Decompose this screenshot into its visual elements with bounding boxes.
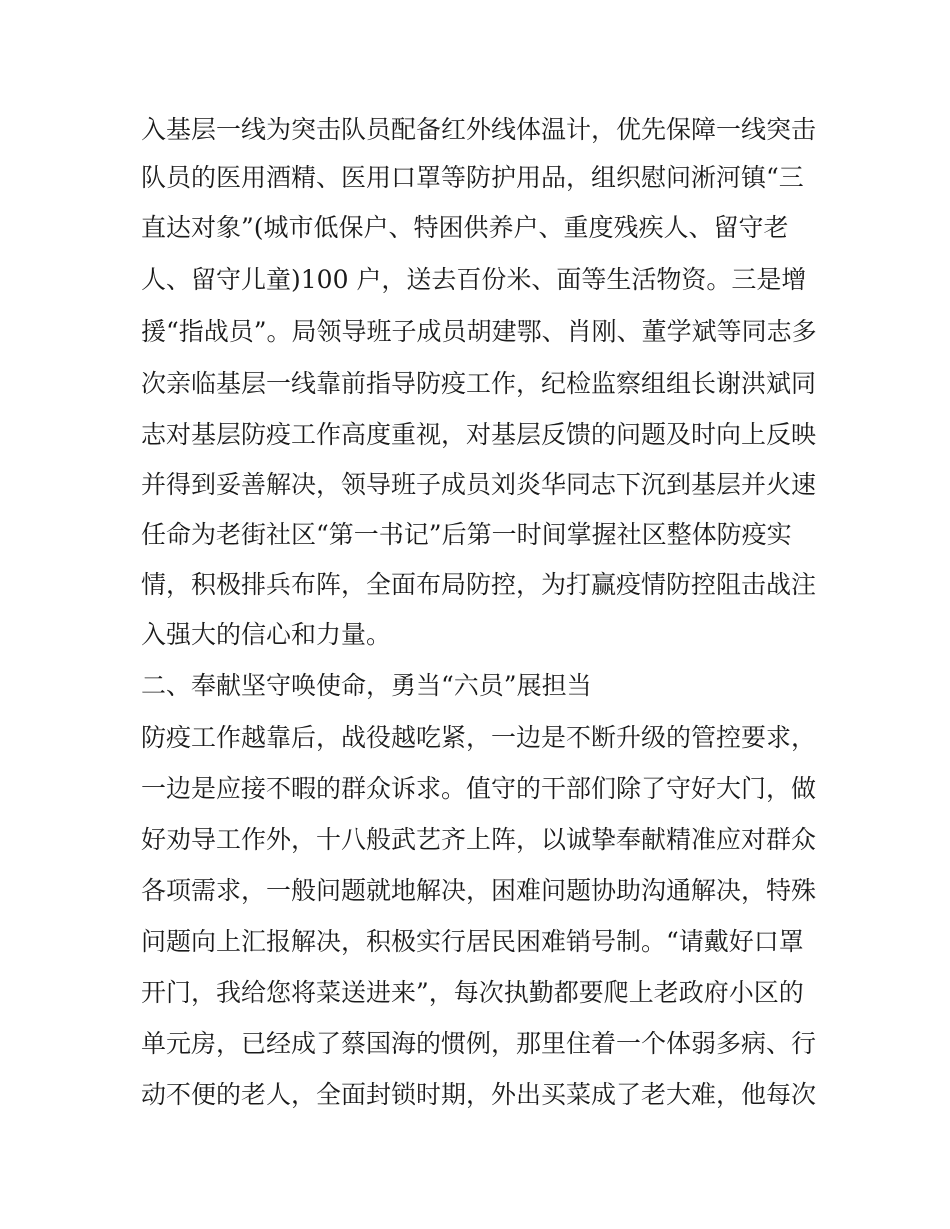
text-line: 防疫工作越靠后，战役越吃紧，一边是不断升级的管控要求，	[141, 723, 817, 752]
text-line: 情，积极排兵布阵，全面布局防控，为打赢疫情防控阻击战注	[141, 570, 817, 599]
text-line: 开门，我给您将菜送进来”，每次执勤都要爬上老政府小区的	[141, 978, 804, 1007]
text-line: 单元房，已经成了蔡国海的惯例，那里住着一个体弱多病、行	[141, 1029, 817, 1058]
text-line: 一边是应接不暇的群众诉求。值守的干部们除了守好大门，做	[141, 774, 817, 803]
text-line: 动不便的老人，全面封锁时期，外出买菜成了老大难，他每次	[141, 1080, 817, 1109]
text-line: 援“指战员”。局领导班子成员胡建鄂、肖刚、董学斌等同志多	[141, 317, 817, 346]
text-line: 好劝导工作外，十八般武艺齐上阵，以诚挚奉献精准应对群众	[141, 825, 817, 854]
text-line: 并得到妥善解决，领导班子成员刘炎华同志下沉到基层并火速	[141, 470, 817, 499]
text-line: 志对基层防疫工作高度重视，对基层反馈的问题及时向上反映	[141, 420, 817, 449]
text-line: 任命为老街社区“第一书记”后第一时间掌握社区整体防疫实	[141, 520, 792, 549]
text-line: 次亲临基层一线靠前指导防疫工作，纪检监察组组长谢洪斌同	[141, 369, 817, 398]
text-line: 入基层一线为突击队员配备红外线体温计，优先保障一线突击	[141, 115, 817, 144]
text-line: 人、留守儿童)100 户，送去百份米、面等生活物资。三是增	[141, 265, 807, 294]
text-line: 队员的医用酒精、医用口罩等防护用品，组织慰问淅河镇“三	[141, 163, 804, 192]
section-heading: 二、奉献坚守唤使命，勇当“六员”展担当	[141, 671, 592, 700]
text-line: 各项需求，一般问题就地解决，困难问题协助沟通解决，特殊	[141, 876, 817, 905]
text-line: 直达对象”(城市低保户、特困供养户、重度残疾人、留守老	[141, 213, 789, 242]
text-line: 问题向上汇报解决，积极实行居民困难销号制。“请戴好口罩	[141, 927, 804, 956]
text-line: 入强大的信心和力量。	[141, 620, 392, 649]
